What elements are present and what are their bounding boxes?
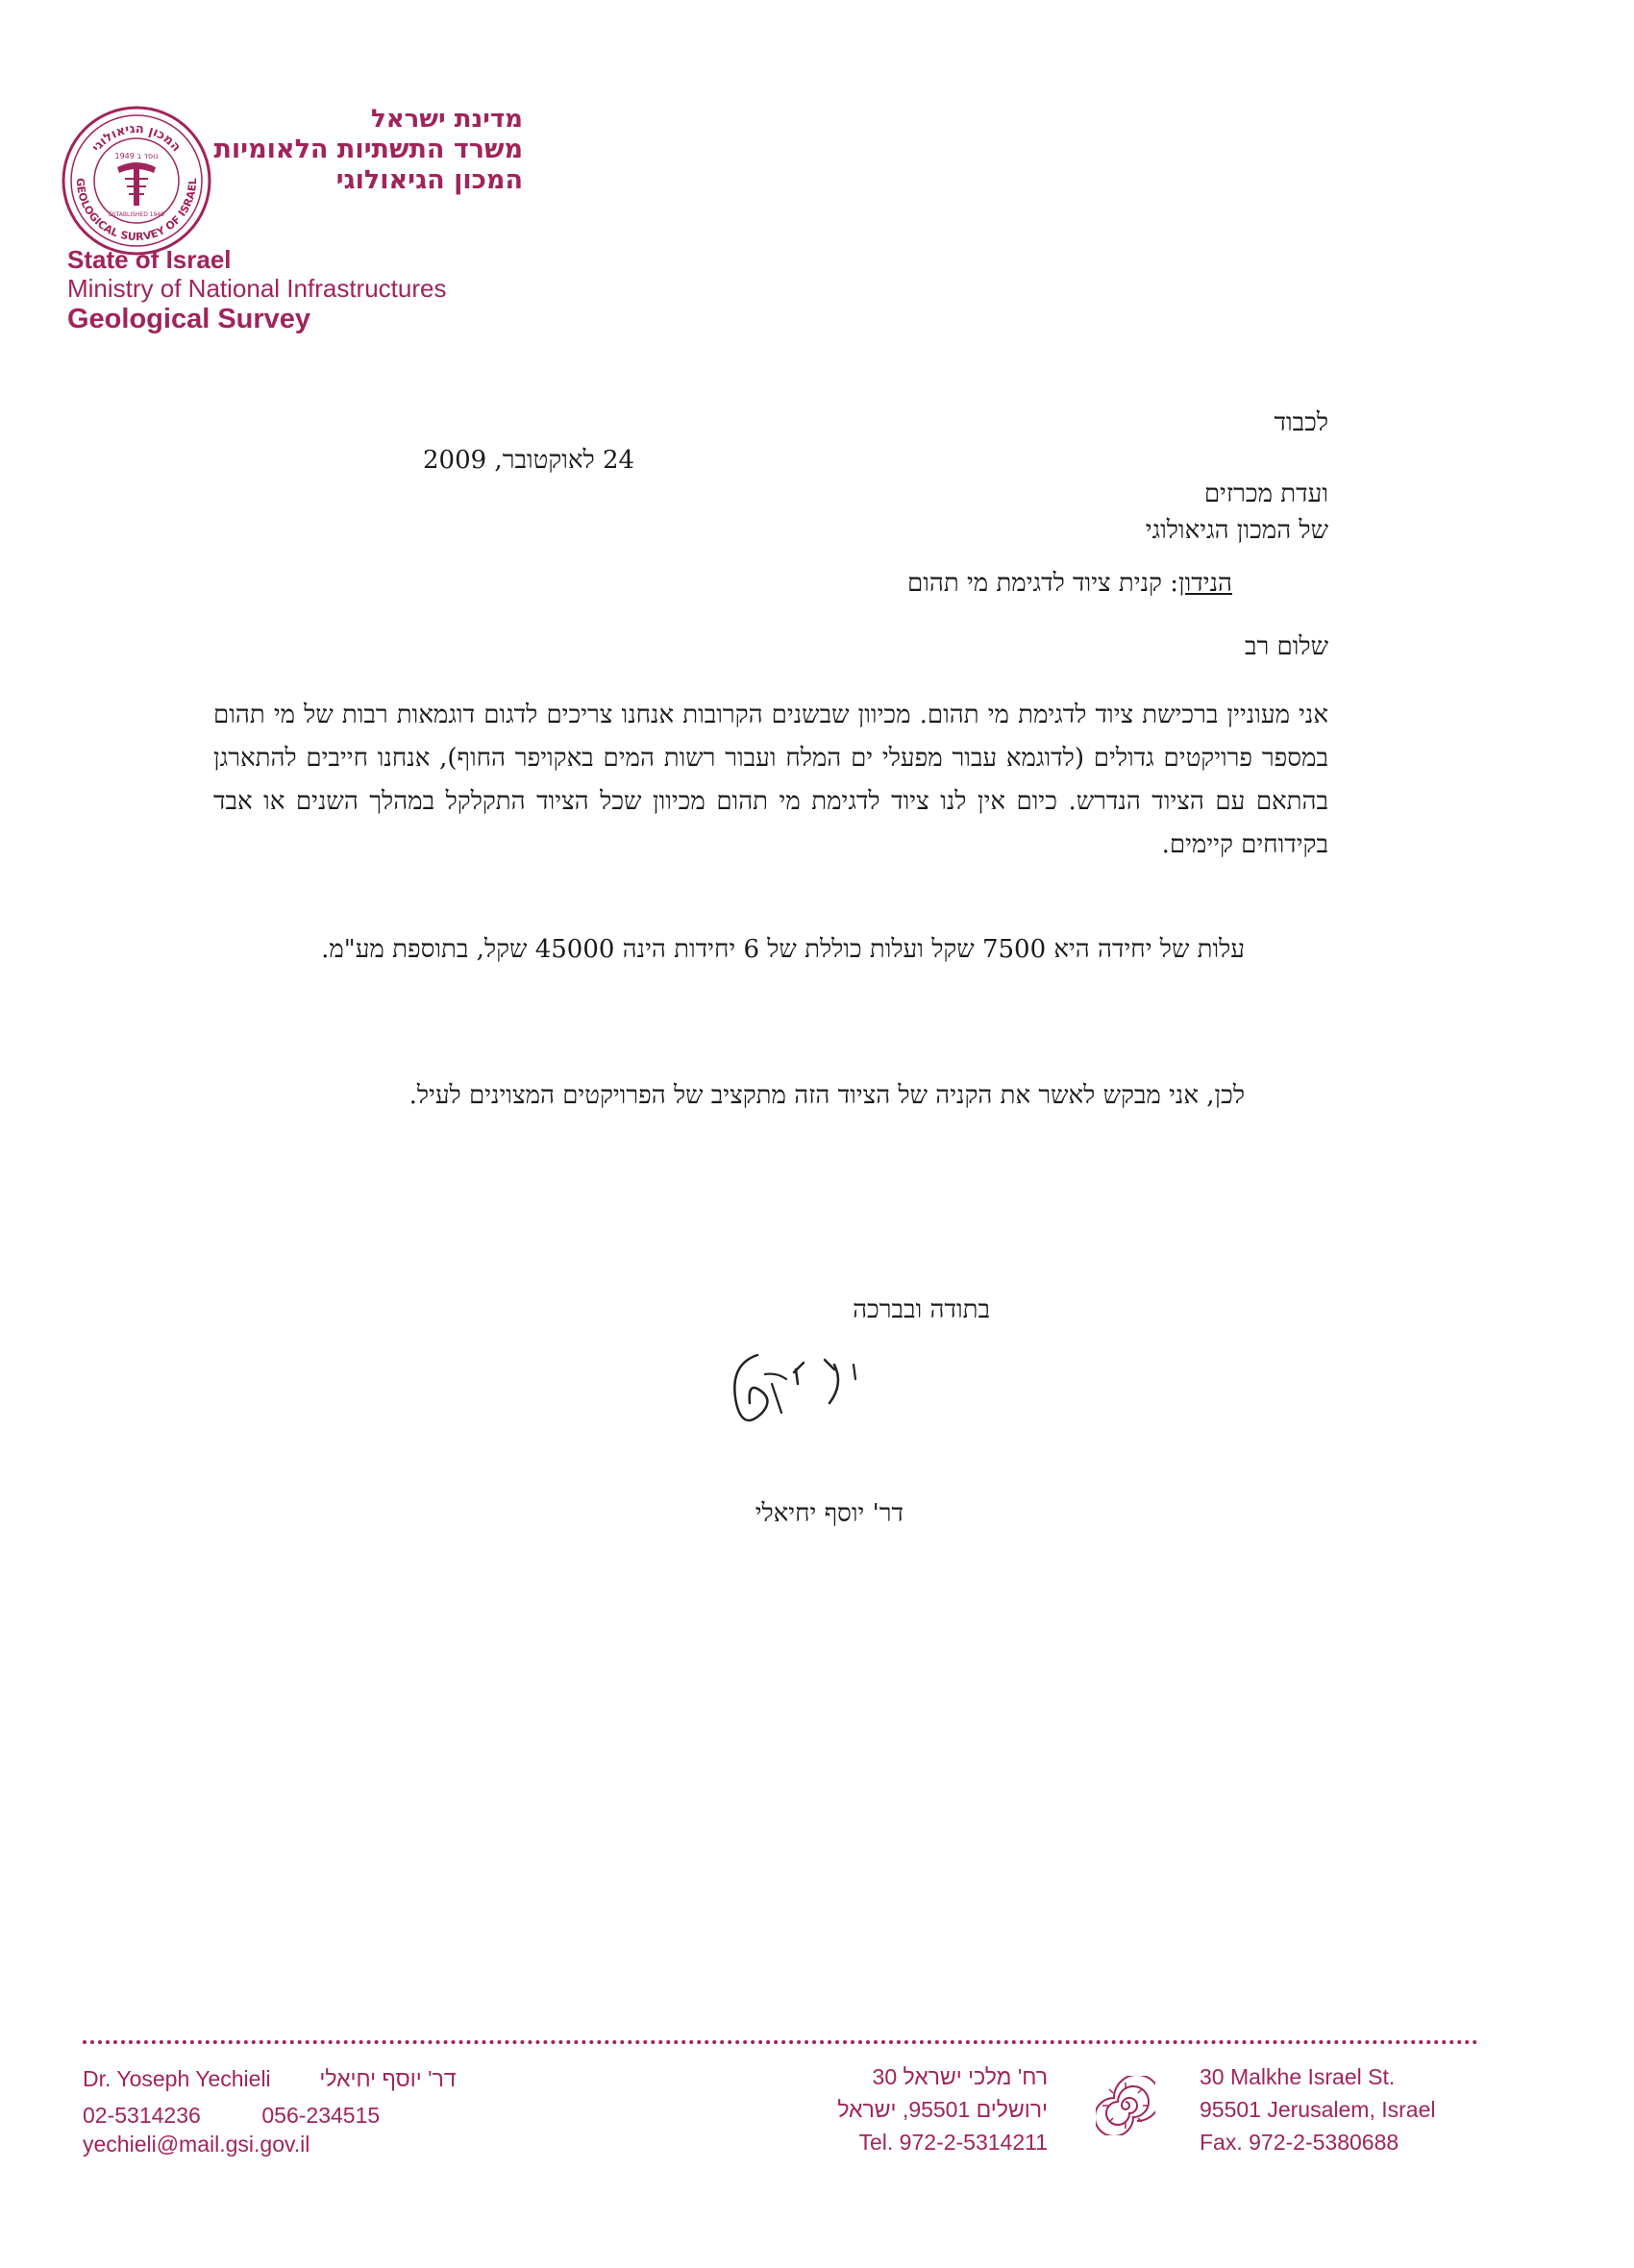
letterhead-hebrew [206,104,523,196]
footer-email: yechieli@mail.gsi.gov.il [83,2132,310,2157]
recipient [944,476,1328,549]
svg-text:המכון הגיאולוגי: המכון הגיאולוגי [89,121,184,155]
letterhead-en-ministry: Ministry of National Infrastructures [67,274,447,303]
footer-address-line: 30 Malkhe Israel St. [1200,2064,1396,2089]
footer-address-line: 95501 Jerusalem, Israel [1200,2097,1436,2122]
footer-name-he: דר' יוסף יחיאלי [319,2066,457,2091]
footer-divider [83,2040,1478,2044]
footer-address-he [750,2062,1048,2157]
footer-name-en: Dr. Yoseph Yechieli [83,2066,271,2091]
footer-tel: Tel. 972-2-5314211 [858,2130,1048,2155]
letterhead-en-state: State of Israel [67,245,232,274]
subject-label: הנידון [1177,569,1232,598]
letterhead-en-survey: Geological Survey [67,304,311,334]
footer-mobile: 056-234515 [261,2103,381,2128]
letterhead-he-survey: המכון הגיאולוגי [335,165,523,195]
footer-address-line: רח' מלכי ישראל 30 [872,2064,1048,2089]
footer-address-line: ירושלים 95501, ישראל [837,2097,1048,2122]
letterhead-english [67,245,567,335]
recipient-line: של המכון הגיאולוגי [1145,516,1328,545]
footer-phone: 02-5314236 [83,2103,201,2128]
body-paragraph: עלות של יחידה היא 7500 שקל ועלות כוללת של 6 יחידות הינה 45000 שקל, בתוספת מע"מ. [321,935,1245,964]
footer-contact [83,2064,525,2158]
letterhead-he-ministry: משרד התשתיות הלאומיות [213,135,523,164]
svg-text:GEOLOGICAL SURVEY OF ISRAEL: GEOLOGICAL SURVEY OF ISRAEL [73,177,200,244]
to-label: לכבוד [1274,408,1328,437]
footer-fax: Fax. 972-2-5380688 [1200,2130,1399,2155]
signer-name: דר' יוסף יחיאלי [755,1499,904,1528]
footer-address-en [1200,2062,1507,2157]
body-paragraph: אני מעוניין ברכישת ציוד לדגימת מי תהום. מכיוון שבשנים הקרובות אנחנו צריכים לדגום דוגמאות רבות של מי תהום במספר פרויקטים גדולים (לדוגמא עבור מפעלי ים המלח ועבור רשות המים באקויפר החוף), אנחנו חייבים להתארגן בהתאם עם הציוד הנדרש. כיום אין לנו ציוד לדגימת מי תהום מכיוון שכל הציוד התקלקל במהלך השנים או אבד בקידוחים קיימים. [213,701,1328,859]
letterhead-he-state: מדינת ישראל [370,105,523,134]
geological-survey-seal-icon [60,104,213,258]
svg-text:נוסד ב 1949: נוסד ב 1949 [114,152,159,160]
ammonite-shell-icon [1096,2076,1155,2135]
subject-text: : קנית ציוד לדגימת מי תהום [907,569,1178,598]
body-paragraph: לכן, אני מבקש לאשר את הקניה של הציוד הזה מתקציב של הפרויקטים המצוינים לעיל. [408,1081,1245,1110]
recipient-line: ועדת מכרזים [1203,480,1328,508]
closing: בתודה ובברכה [853,1295,990,1324]
greeting: שלום רב [1244,632,1328,661]
letter-date: 24 לאוקטובר, 2009 [423,446,635,475]
svg-text:ESTABLISHED 1949: ESTABLISHED 1949 [108,211,165,218]
signature-icon [690,1345,882,1451]
subject-line [559,569,1232,598]
